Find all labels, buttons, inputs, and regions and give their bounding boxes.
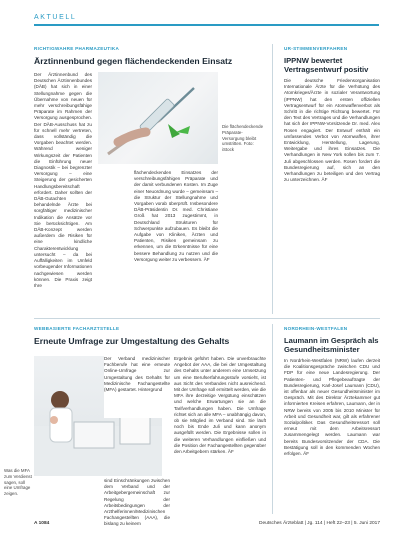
nrw-headline: Laumann im Gespräch als Gesundheitsminister	[284, 336, 379, 354]
survey-kicker: WEBBASIERTE FACHARZTSTELLE	[34, 326, 120, 331]
survey-photo-caption: Was die MFA zum Verdienst sagen, soll eine Umfrage zeigen.	[4, 468, 32, 497]
nrw-body: In Nordrhein-Westfalen (NRW) laufen derzeit die Koalitionsgespräche zwischen CDU und FDP für eine neue Landesregierung. Der Patienten- und Pflegebeauftragte der Bundesregierung, Karl-Josef Laumann (CDU), ist offenbar als neuer Gesundheitsminister im Gespräch. Mit des Direktor Ärztekammer gut informierten Kreisen erfahren, Laumann, der in NRW bereits von 2005 bis 2010 Minister für Arbeit und Gesundheit war, gilt als erfahrener Sozialpolitiker. Das Gesundheitsressort soll erneut mit dem Arbeitsressort zusammengelegt werden. Laumann war bereits Bundesvorsitzender der CDA. Die Bestätigung soll in den kommenden Wochen erfolgen. ÄF	[284, 358, 380, 457]
injection-photo	[98, 72, 218, 164]
survey-body-col1b: sind Einschränkungen zwischen dem Verband und der Arbeitgebergemeinschaft zur Regelung der Arbeitsbedingungen der Arzthelferinnen/Medizinischen Fachangestellten (AAA), die bislang zu keinem	[104, 478, 170, 527]
article-headline: Ärztinnenbund gegen flächendeckenden Einsatz	[34, 56, 233, 66]
article-kicker: RICHTIGWAHRE PHARMAZEUTIKA	[34, 46, 120, 51]
article-body-col1: Der Ärztinnenbund des Deutschen Ärztinnenbundes (DÄB) hat sich in einer Stellungnahme gegen die Übernahme von neuen für mehr verschreibungsfähige Präparate im Rahmen der Versorgung ausgesprochen. Der DÄB-Ausschuss hat zu für schnell mehr vertreten, dass vollständig die Vorgaben beachtet werden. Während weniger Wirkungszeit der Patienten die Einführung neuer Diagnostik – bei begrenzter Versorgung – eine Steigerung der gesicherten Handlungsbereitschaft erfordert. Daher sollten der DÄB-Gutachten behandelnde Ärzte bei sorgfältiger medizinischer Indikation die Ansätze vor Sie berücksichtigen. Am DÄB-Konzept werden außerdem die Risiken für eine kindliche Charakterentwicklung untersucht – da bei Auffälligkeiten im Umfeld vorbeugender Informationen nachgewiesen werden können. Die Praxis zeigt Ihre	[34, 72, 92, 288]
section-label: AKTUELL	[34, 14, 77, 21]
side-kicker: UR-STIMMENVERFAHREN	[284, 46, 348, 51]
photo-caption: Die flächendeckende Präparate-Versorgung bleibt umstritten. Foto: iStock	[222, 124, 264, 153]
column-divider	[272, 44, 273, 314]
section-divider	[34, 318, 380, 319]
top-rule	[34, 24, 379, 26]
survey-body-col2: Ergebnis geführt haben. Die unverbrauchte Angebot der AAA, die bei der Umgestaltung des Gehalts unter anderem eine Umsetzung um eine Berufserfahrungsstufe vorsieht, ist aus Sicht des Verbandes nicht ausreichend. Mit der Umfrage soll ermittelt werden, wie die MFA ihre derzeitige Vergütung einschätzen und welche Erwartungen sie an die Tarifverhandlungen haben. Die Umfrage richtet sich an alle MFA – unabhängig davon, ob sie Mitglied im Verband sind. Sie läuft noch bis Ende Juli und kann anonym ausgefüllt werden. Die Ergebnisse sollen in die weiteren Verhandlungen einfließen und die Position der Fachangestellten gegenüber den Arbeitgebern stärken. ÄF	[174, 356, 266, 455]
survey-body-col1: Der Verband medizinischer Fachberufe hat eine erneute Online-Umfrage zur Umgestaltung des Gehalts für Medizinische Fachangestellte (MFA) gestartet. Hintergrund	[104, 356, 170, 418]
nrw-kicker: NORDRHEIN-WESTFALEN	[284, 326, 348, 331]
syringe-illustration	[98, 72, 218, 164]
column-divider-2	[272, 324, 273, 514]
side-body: Die deutsche Friedensorganisation Internationale Ärzte für die Verhütung des Atomkrieges/Ärzte in sozialer Verantwortung (IPPNW) hat den ersten offiziellen Vertragsentwurf für ein Atomwaffenverbot als Schritt in die richtige Richtung bewertet. Für den Text des Vertrages und die Verhandlungen hat sich der IPPNW-Vorsitzende Dr. med. Alex Rosen engagiert. Der Entwurf enthält ein umfassendes Verbot von Atomwaffen, ihrer Entwicklung, Herstellung, Lagerung, Weitergabe und ihres Einsatzes. Die Verhandlungen in New York sollen bis zum 7. Juli abgeschlossen werden. Rosen fordert die Bundesregierung auf, sich an den Verhandlungen zu beteiligen und den Vertrag zu unterzeichnen. ÄF	[284, 78, 380, 183]
article-body-col2: flächendeckenden Einsatzes der verschreibungsfähigen Präparate und der damit verbundenen Kosten. Im Zuge einer Neuordnung wurde – gemeinsam – die Struktur der Stellungnahme und Vorgaben vorab überprüft. Insbesondere DÄB-Präsidentin Dr. med. Christiane Groß hat 2013 zugestimmt, in Deutschland Strukturen für Schwerpunkte aufzubauen. Es bleibt die Aufgabe von Kliniken, Ärzten und Patienten, Risiken gemeinsam zu erkennen, um die Erkenntnisse für eine bessere Behandlung zu nutzen und die Versorgung weiter zu verbessern. ÄF	[134, 170, 218, 262]
survey-headline: Erneute Umfrage zur Umgestaltung des Gehalts	[34, 336, 230, 346]
page-number: A 1084	[34, 521, 50, 526]
side-headline: IPPNW bewertet Vertragsentwurf positiv	[284, 56, 369, 74]
publication-info: Deutsches Ärzteblatt | Jg. 114 | Heft 22–23 | 5. Juni 2017	[259, 521, 380, 526]
